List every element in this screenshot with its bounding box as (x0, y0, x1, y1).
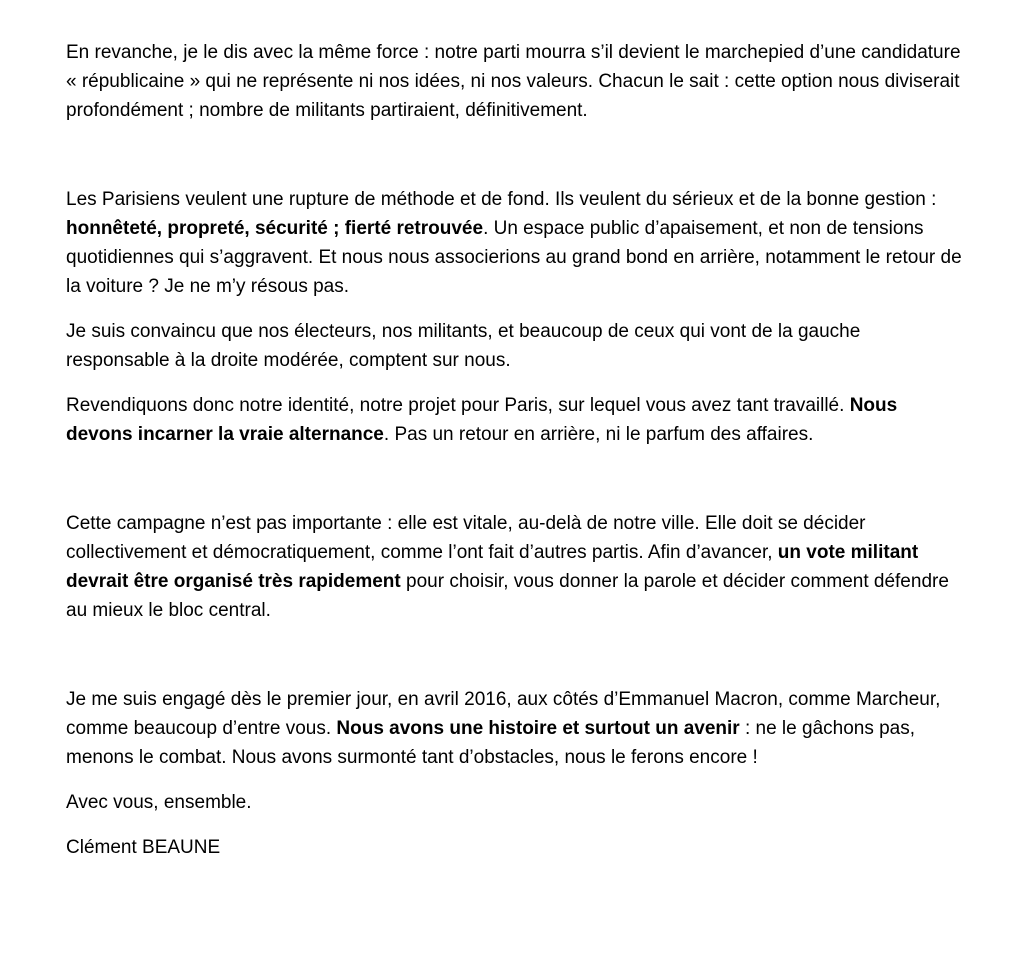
paragraph-2-run-1: Les Parisiens veulent une rupture de méthode et de fond. Ils veulent du sérieux et de la bonne gestion : (66, 189, 937, 210)
document-body (66, 38, 962, 862)
paragraph-3 (66, 317, 962, 375)
paragraph-3-run-1: Je suis convaincu que nos électeurs, nos militants, et beaucoup de ceux qui vont de la gauche responsable à la droite modérée, comptent sur nous. (66, 321, 861, 371)
paragraph-5 (66, 509, 962, 625)
paragraph-1 (66, 38, 962, 125)
paragraph-8-signature (66, 833, 962, 862)
paragraph-2 (66, 185, 962, 301)
paragraph-6-run-2-bold: Nous avons une histoire et surtout un avenir (336, 718, 740, 739)
paragraph-5-run-2-bold: un vote militant devrait être organisé très rapidement (66, 542, 919, 592)
paragraph-1-run-1: En revanche, je le dis avec la même force : notre parti mourra s’il devient le marchepied d’une candidature « républicaine » qui ne représente ni nos idées, ni nos valeurs. Chacun le sait : cette option nous diviserait profondément ; nombre de militants partiraient, définitivement. (66, 42, 961, 121)
paragraph-7-closing (66, 788, 962, 817)
paragraph-6-run-3: : ne le gâchons pas, menons le combat. Nous avons surmonté tant d’obstacles, nous le ferons encore ! (66, 718, 916, 768)
paragraph-6-run-1: Je me suis engagé dès le premier jour, en avril 2016, aux côtés d’Emmanuel Macron, comme Marcheur, comme beaucoup d’entre vous. (66, 689, 941, 739)
paragraph-7-run-1: Avec vous, ensemble. (66, 792, 252, 813)
signature-name: Clément BEAUNE (66, 837, 221, 858)
paragraph-4-run-2-bold: Nous devons incarner la vraie alternance (66, 395, 898, 445)
paragraph-6 (66, 685, 962, 772)
paragraph-4 (66, 391, 962, 449)
paragraph-2-run-3: . Un espace public d’apaisement, et non de tensions quotidiennes qui s’aggravent. Et nous nous associerions au grand bond en arrière, notamment le retour de la voiture ? Je ne m’y résous pas. (66, 218, 962, 297)
paragraph-5-run-1: Cette campagne n’est pas importante : elle est vitale, au-delà de notre ville. Elle doit se décider collectivement et démocratiquement, comme l’ont fait d’autres partis. Afin d’avancer, (66, 513, 866, 563)
paragraph-5-run-3: pour choisir, vous donner la parole et décider comment défendre au mieux le bloc central. (66, 571, 949, 621)
paragraph-4-run-1: Revendiquons donc notre identité, notre projet pour Paris, sur lequel vous avez tant travaillé. (66, 395, 850, 416)
paragraph-4-run-3: . Pas un retour en arrière, ni le parfum des affaires. (383, 424, 814, 445)
paragraph-2-run-2-bold: honnêteté, propreté, sécurité ; fierté retrouvée (66, 218, 484, 239)
